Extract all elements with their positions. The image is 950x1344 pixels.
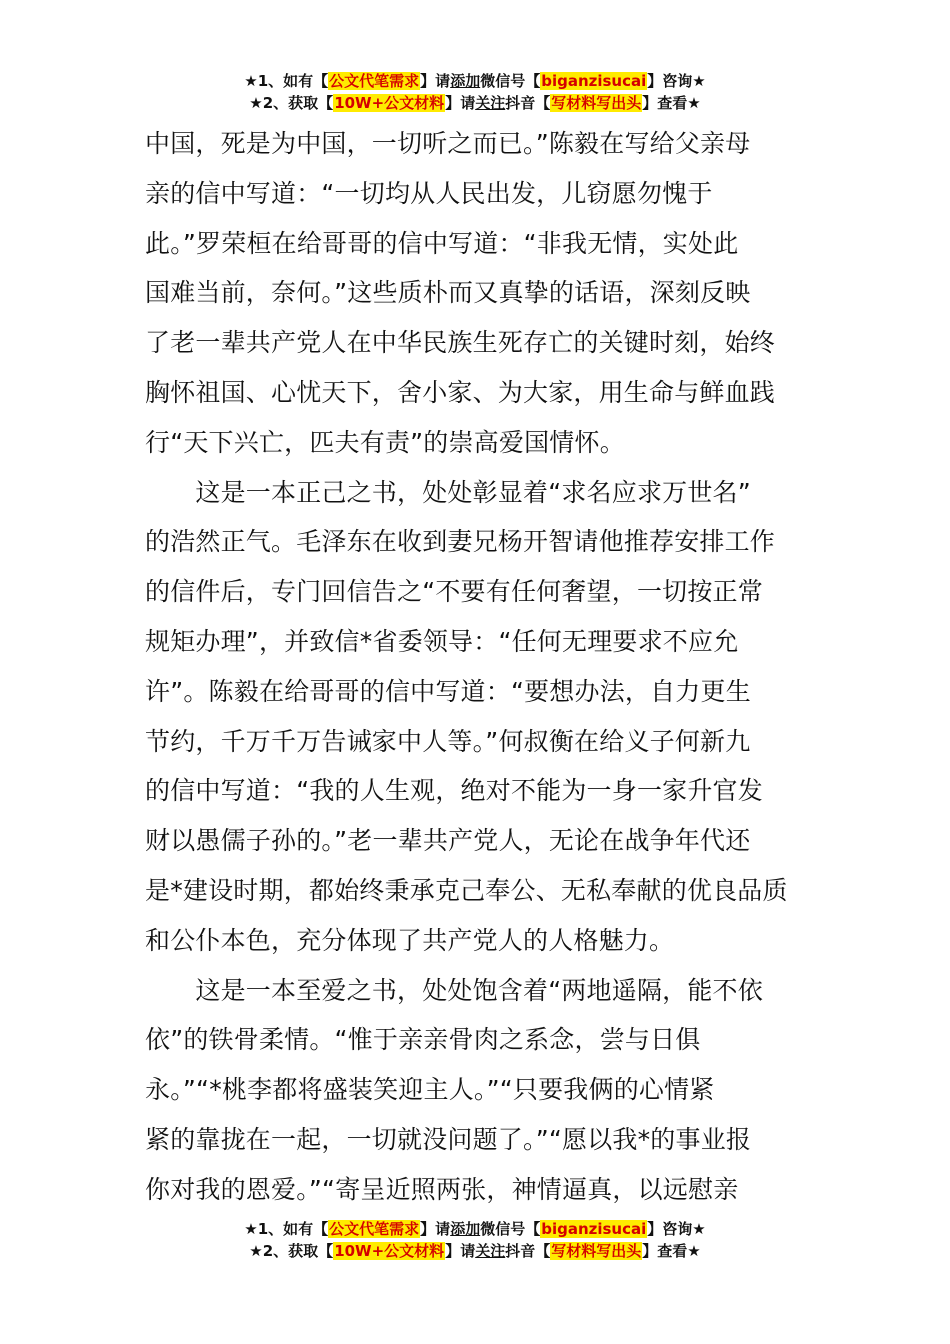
body-line: 亲的信中写道：“一切均从人民出发，儿窃愿勿愧于 [145, 178, 713, 208]
footer-add-underlined: 添加 [450, 1220, 481, 1238]
header-line-1-mid2: 微信号【 [480, 72, 541, 90]
body-line: 这是一本正己之书，处处彰显着“求名应求万世名” [145, 477, 751, 507]
body-line: 紧的靠拢在一起，一切就没问题了。”“愿以我*的事业报 [145, 1124, 752, 1154]
body-line: 财以愚儒子孙的。”老一辈共产党人，无论在战争年代还 [145, 826, 751, 856]
document-body [145, 119, 807, 1215]
footer-line-1 [0, 1218, 950, 1240]
header-line-1-suffix: 】咨询★ [647, 72, 706, 90]
footer-line-1-mid1: 】请 [420, 1220, 451, 1238]
header-follow-underlined: 关注 [475, 94, 506, 112]
body-line: 国难当前，奈何。”这些质朴而又真挚的话语，深刻反映 [145, 278, 751, 308]
footer-line-1-prefix: ★1、如有【 [244, 1220, 329, 1238]
body-line: 这是一本至爱之书，处处饱含着“两地遥隔，能不依 [145, 975, 763, 1005]
header-add-underlined: 添加 [450, 72, 481, 90]
body-line: 的浩然正气。毛泽东在收到妻兄杨开智请他推荐安排工作 [145, 527, 776, 557]
footer-writing-service-highlight: 公文代笔需求 [329, 1220, 420, 1238]
footer-wechat-id-highlight: biganzisucai [541, 1220, 647, 1238]
footer-douyin-account-highlight: 写材料写出头 [551, 1242, 642, 1260]
body-line: 胸怀祖国、心忧天下，舍小家、为大家，用生命与鲜血践 [145, 377, 776, 407]
header-line-2-prefix: ★2、获取【 [249, 94, 334, 112]
header-line-1-prefix: ★1、如有【 [244, 72, 329, 90]
header-line-1-mid1: 】请 [420, 72, 451, 90]
header-line-2-suffix: 】查看★ [642, 94, 701, 112]
footer-line-2-mid2: 抖音【 [505, 1242, 551, 1260]
header-line-2-mid1: 】请 [445, 94, 476, 112]
body-line: 是*建设时期，都始终秉承克己奉公、无私奉献的优良品质 [145, 875, 788, 905]
body-line: 中国，死是为中国，一切听之而已。”陈毅在写给父亲母 [145, 129, 751, 158]
footer-follow-underlined: 关注 [475, 1242, 506, 1260]
footer-line-1-mid2: 微信号【 [480, 1220, 541, 1238]
footer-materials-highlight: 10W+公文材料 [334, 1242, 445, 1260]
body-line: 许”。陈毅在给哥哥的信中写道：“要想办法，自力更生 [145, 676, 751, 706]
body-line: 的信件后，专门回信告之“不要有任何奢望，一切按正常 [145, 577, 763, 607]
body-line: 了老一辈共产党人在中华民族生死存亡的关键时刻，始终 [145, 328, 776, 358]
header-banner [0, 70, 950, 114]
footer-line-2-prefix: ★2、获取【 [249, 1242, 334, 1260]
header-writing-service-highlight: 公文代笔需求 [329, 72, 420, 90]
body-line: 你对我的恩爱。”“寄呈近照两张，神情逼真，以远慰亲 [145, 1174, 739, 1204]
body-line: 规矩办理”，并致信*省委领导：“任何无理要求不应允 [145, 626, 739, 656]
header-line-2-mid2: 抖音【 [505, 94, 551, 112]
body-line: 依”的铁骨柔情。“惟于亲亲骨肉之系念，尝与日俱 [145, 1025, 701, 1055]
footer-line-1-suffix: 】咨询★ [647, 1220, 706, 1238]
body-line: 的信中写道：“我的人生观，绝对不能为一身一家升官发 [145, 776, 763, 806]
header-materials-highlight: 10W+公文材料 [334, 94, 445, 112]
header-line-2 [0, 92, 950, 114]
body-line: 节约，千万千万告诫家中人等。”何叔衡在给义子何新九 [145, 726, 751, 756]
body-line: 此。”罗荣桓在给哥哥的信中写道：“非我无情，实处此 [145, 228, 739, 258]
header-douyin-account-highlight: 写材料写出头 [551, 94, 642, 112]
body-line: 行“天下兴亡，匹夫有责”的崇高爱国情怀。 [145, 427, 625, 457]
header-line-1 [0, 70, 950, 92]
body-line: 永。”“*桃李都将盛装笑迎主人。”“只要我俩的心情紧 [145, 1075, 715, 1105]
header-wechat-id-highlight: biganzisucai [541, 72, 647, 90]
body-line: 和公仆本色，充分体现了共产党人的人格魅力。 [145, 925, 675, 955]
footer-line-2 [0, 1240, 950, 1262]
footer-banner [0, 1218, 950, 1262]
footer-line-2-suffix: 】查看★ [642, 1242, 701, 1260]
footer-line-2-mid1: 】请 [445, 1242, 476, 1260]
